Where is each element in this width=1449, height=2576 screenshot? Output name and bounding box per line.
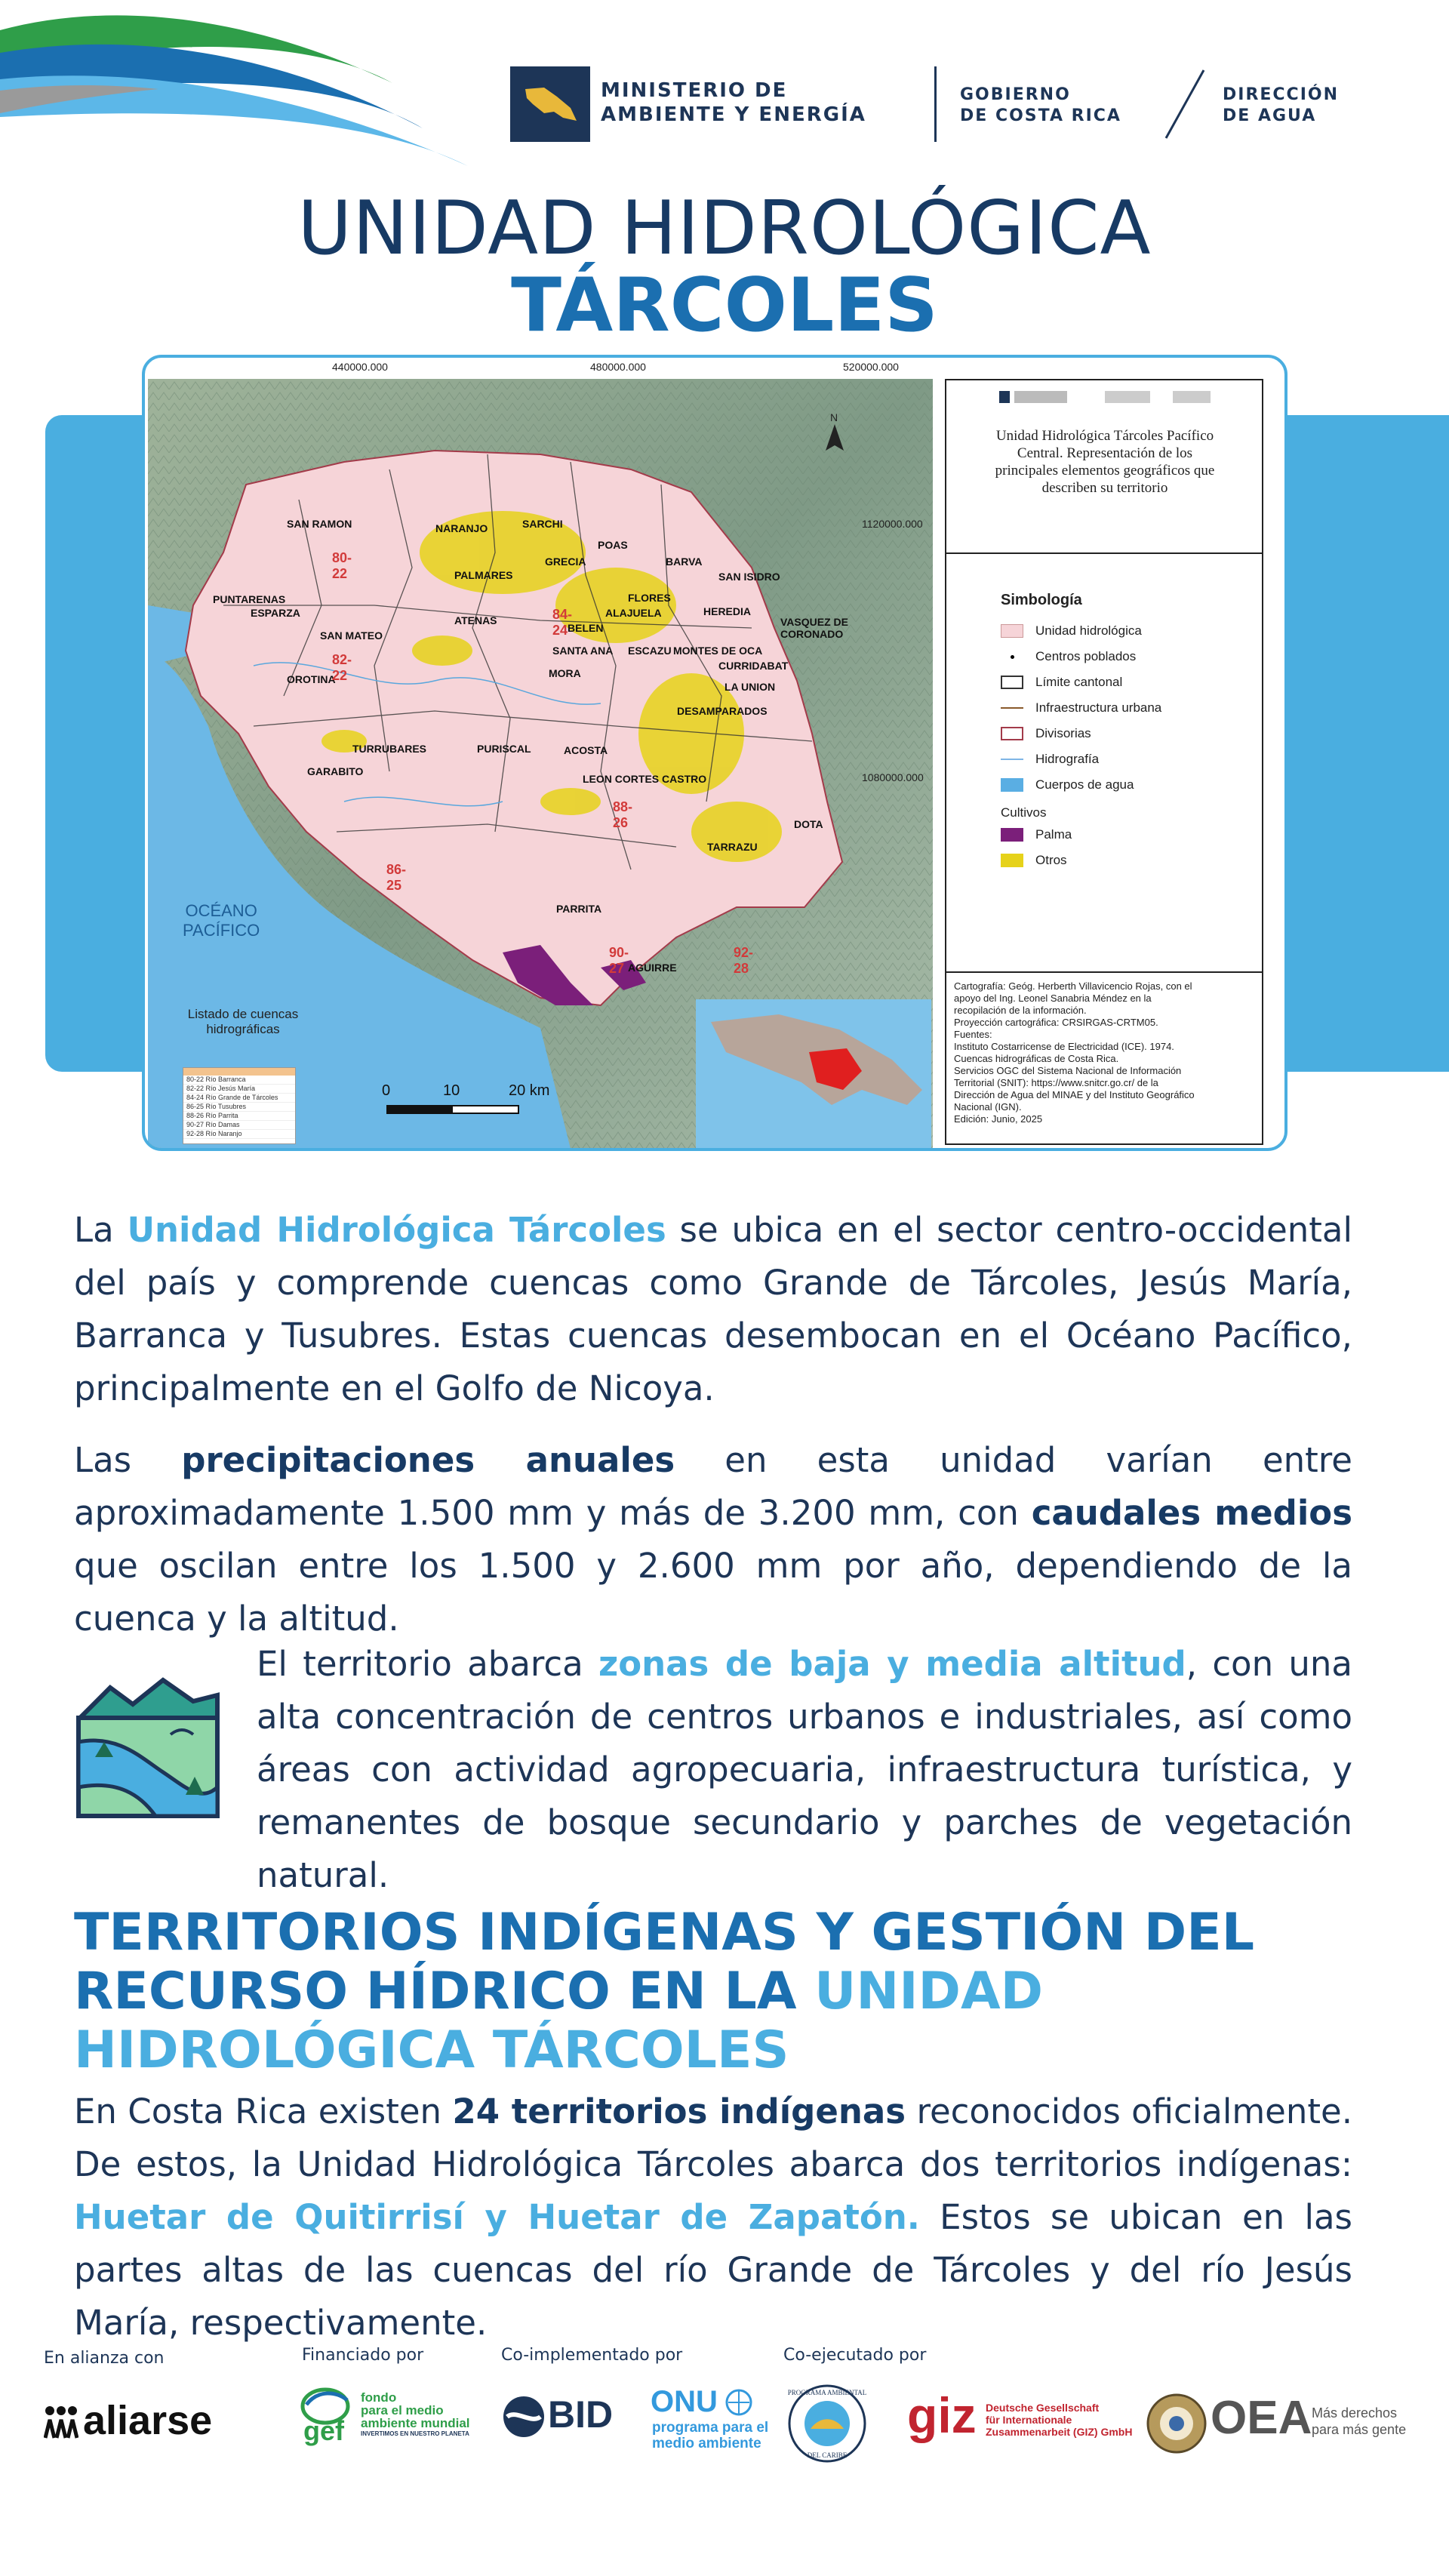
legend-item: Otros [1001,848,1262,873]
panel-title: Unidad Hidrológica Tárcoles Pacífico Central. Representación de los principales elementos geográficos que describen su territorio [995,428,1215,496]
scale-bar [386,1105,519,1114]
basin-code: 82-22 [332,652,352,683]
place-label: GARABITO [307,765,364,777]
landscape-river-icon [72,1674,223,1822]
place-label: POAS [598,539,628,551]
legend-item: Cuerpos de agua [1001,772,1262,798]
cuenca-row: 82-22 Río Jesús María [183,1085,295,1094]
oea-seal-icon [1146,2393,1208,2454]
panel-header [946,380,1262,554]
place-label: AGUIRRE [628,962,677,974]
legend-item: Límite cantonal [1001,669,1262,695]
place-label: LA UNION [724,681,776,693]
place-label: VASQUEZ DE CORONADO [780,616,848,640]
giz-logo: giz [907,2387,977,2443]
map-coord-top-3: 520000.000 [843,361,899,373]
gef-tagline: fondo para el medio ambiente mundial INVERTIMOS EN NUESTRO PLANETA [361,2390,470,2437]
bid-logo: BID [548,2393,614,2436]
place-label: ACOSTA [564,744,608,756]
place-label: PUNTARENAS [213,593,286,605]
legend-title: Simbología [1001,592,1082,608]
gef-logo: gef [303,2415,344,2446]
place-label: SAN RAMON [287,518,352,530]
header-waves [0,0,483,174]
un-emblem-icon [724,2388,753,2417]
place-label: CURRIDABAT [718,660,789,672]
place-label: SAN ISIDRO [718,571,780,583]
place-label: NARANJO [435,522,488,534]
place-label: PALMARES [454,569,513,581]
caption-coimplementado: Co-implementado por [501,2346,683,2365]
svg-text:N: N [830,411,838,423]
place-label: DESAMPARADOS [677,705,768,717]
costa-rica-emblem-icon [510,66,590,142]
oea-tagline: Más derechos para más gente [1312,2405,1407,2437]
map-coord-top-1: 440000.000 [332,361,388,373]
agency-name: DIRECCIÓN DE AGUA [1223,85,1340,125]
programa-ambiental-seal-icon [782,2382,872,2465]
place-label: TARRAZU [707,841,758,853]
header-divider [934,66,937,142]
aliarse-logo: aliarse [83,2398,213,2443]
basin-code: 86-25 [386,862,407,893]
cuenca-row: 80-22 Río Barranca [183,1076,295,1085]
scale-label-10: 10 [443,1082,460,1099]
ocean-label: OCÉANO PACÍFICO [183,901,260,940]
place-label: MONTES DE OCA [673,645,763,657]
place-label: PURISCAL [477,743,531,755]
place-label: ESPARZA [251,607,300,619]
place-label: ATENAS [454,614,497,626]
place-label: LEON CORTES CASTRO [583,773,707,785]
giz-tagline: Deutsche Gesellschaft für Internationale Zusammenarbeit (GIZ) GmbH [986,2402,1133,2438]
map-credits: Cartografía: Geóg. Herberth Villavicencio Rojas, con el apoyo del Ing. Leonel Sanabria Méndez en la recopilación de la información. Proyección cartográfica: CRSIRGAS-CRTM05. Fuentes: Instituto Costarricense de Electricidad (ICE). 1974. Cuencas hidrográficas de Costa Rica. Servicios OGC del Sistema Nacional de Información Territorial (SNIT): https://www.snitcr.go.cr/ de la Dirección de Agua del MINAE y del Instituto Geográfico Nacional (IGN). Edición: Junio, 2025 [954,980,1195,1125]
legend-item: Palma [1001,822,1262,848]
legend-item: Divisorias [1001,721,1262,746]
aliarse-logo-icon [44,2405,78,2439]
basin-code: 88-26 [613,799,633,830]
place-label: ESCAZU [628,645,672,657]
bid-logo-icon [501,2394,546,2439]
map-coord-top-2: 480000.000 [590,361,646,373]
basin-code: 80-22 [332,550,352,581]
panel-mini-logo [999,391,1211,403]
scale-label-0: 0 [382,1082,391,1099]
cuenca-row: 90-27 Río Damas [183,1121,295,1130]
caption-coejecutado: Co-ejecutado por [783,2346,927,2365]
place-label: BELEN [568,622,604,634]
cuenca-row: 86-25 Río Tusubres [183,1103,295,1112]
cuenca-row: 92-28 Río Naranjo [183,1130,295,1139]
cultivos-title: Cultivos [1001,805,1047,820]
place-label: SANTA ANA [552,645,614,657]
intro-paragraph-2: Las precipitaciones anuales en esta unidad varían entre aproximadamente 1.500 mm y más de 3.200 mm, con caudales medios que oscilan entre los 1.500 y 2.600 mm por año, dependiendo de la cuenca y la altitud. [74,1440,1352,1639]
map-coord-right-2: 1080000.000 [862,771,924,783]
place-label: MORA [549,667,581,679]
cuenca-row: 84-24 Río Grande de Tárcoles [183,1094,295,1103]
onu-logo: ONU [651,2385,718,2418]
place-label: HEREDIA [703,605,752,617]
hydrological-map [142,355,1287,1151]
indigenous-paragraph: En Costa Rica existen 24 territorios indígenas reconocidos oficialmente. De estos, la Unidad Hidrológica Tárcoles abarca dos territorios indígenas: Huetar de Quitirrisí y Huetar de Zapatón. Estos se ubican en las partes altas de las cuencas del río Grande de Tárcoles y del río Jesús María, respectivamente. [74,2091,1352,2343]
place-label: OROTINA [287,673,336,685]
header-slash [1162,66,1208,142]
onu-tagline: programa para el medio ambiente [652,2420,769,2451]
map-side-panel [945,379,1263,1145]
place-label: PARRITA [556,903,602,915]
place-label: SAN MATEO [320,629,383,642]
ministry-logo [510,66,590,142]
caption-financiado: Financiado por [302,2346,424,2365]
cuencas-list-table [183,1067,296,1144]
place-label: DOTA [794,818,823,830]
svg-text:PROGRAMA AMBIENTAL: PROGRAMA AMBIENTAL [787,2389,867,2396]
map-coord-right-1: 1120000.000 [862,518,923,530]
basin-code: 92-28 [734,945,754,976]
place-label: GRECIA [545,556,586,568]
inset-locator-map [696,999,931,1150]
oea-logo: OEA [1211,2392,1312,2444]
svg-text:DEL CARIBE: DEL CARIBE [807,2451,848,2459]
place-label: ALAJUELA [605,607,662,619]
scale-label-20: 20 km [509,1082,550,1099]
cuenca-row: 88-26 Río Parrita [183,1112,295,1121]
basin-code: 90-27 [609,945,629,976]
legend-item: Centros poblados [1001,644,1262,669]
place-label: BARVA [666,556,703,568]
caption-alianza: En alianza con [44,2349,165,2368]
place-label: TURRUBARES [352,743,426,755]
legend [946,554,1262,973]
intro-paragraph-3: El territorio abarca zonas de baja y media altitud, con una alta concentración de centros urbanos e industriales, así como áreas con actividad agropecuaria, infraestructura turística, y remanentes de bosque secundario y parches de vegetación natural. [257,1644,1352,1895]
cuencas-list-title: Listado de cuencas hidrográficas [187,1007,299,1036]
government-name: GOBIERNO DE COSTA RICA [960,85,1121,125]
legend-item: Infraestructura urbana [1001,695,1262,721]
page-title-line1: UNIDAD HIDROLÓGICA [297,186,1152,272]
legend-item: Unidad hidrológica [1001,618,1262,644]
ministry-name: MINISTERIO DE AMBIENTE Y ENERGÍA [601,79,866,126]
intro-paragraph-1: La Unidad Hidrológica Tárcoles se ubica en el sector centro-occidental del país y comprende cuencas como Grande de Tárcoles, Jesús María, Barranca y Tusubres. Estas cuencas desembocan en el Océano Pacífico, principalmente en el Golfo de Nicoya. [74,1210,1352,1408]
indigenous-section-heading: TERRITORIOS INDÍGENAS Y GESTIÓN DEL RECURSO HÍDRICO EN LA UNIDAD HIDROLÓGICA TÁRCOLES [74,1903,1255,2080]
legend-item: Hidrografía [1001,746,1262,772]
place-label: FLORES [628,592,671,604]
page-title-line2: TÁRCOLES [511,263,938,349]
basin-code: 84-24 [552,607,573,638]
place-label: SARCHI [522,518,563,530]
